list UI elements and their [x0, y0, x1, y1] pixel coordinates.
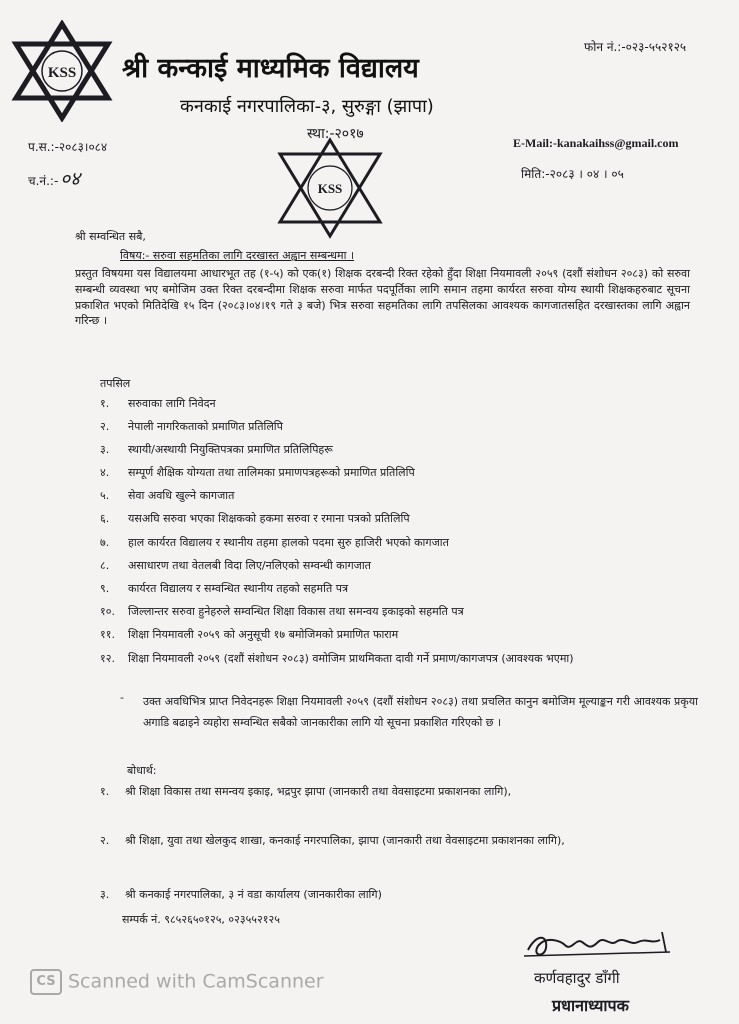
- phone-number: फोन नं.:-०२३-५५२१२५: [584, 40, 687, 54]
- dispatch-label: च.नं.:-: [28, 174, 59, 188]
- camscanner-watermark: [30, 969, 324, 995]
- camscanner-icon: CS: [30, 969, 62, 995]
- cc-item: २. श्री शिक्षा, युवा तथा खेलकुद शाखा, कनकाई नगरपालिका, झापा (जानकारी तथा वेवसाइटमा प्रकाशनका लागि),: [100, 834, 565, 847]
- dispatch-number: [28, 165, 80, 191]
- tapsil-heading: तपसिल: [100, 377, 131, 390]
- bodharth-heading: बोधार्थ:: [127, 764, 157, 777]
- closing-note: उक्त अवधिभित्र प्राप्त निवेदनहरू शिक्षा नियमावली २०५९ (दशौं संशोधन २०८३) तथा प्रचलित कानुन बमोजिम मूल्याङ्कन गरी आवश्यक प्रकृया अगाडि बढाइने व्यहोरा सम्वन्धित सबैको जानकारीका लागि यो सूचना प्रकाशित गरिएको छ ।: [143, 695, 698, 729]
- signatory-name: कर्णवहादुर डाँगी: [534, 969, 620, 987]
- school-stamp: [270, 136, 390, 240]
- list-item: १२. शिक्षा नियमावली २०५९ (दशौं संशोधन २०८३) वमोजिम प्राथमिकता दावी गर्ने प्रमाण/कागजपत्र (आवश्यक भएमा): [100, 652, 574, 666]
- subject-line: [120, 248, 354, 263]
- school-address: कनकाई नगरपालिका-३, सुरुङ्गा (झापा): [180, 96, 434, 117]
- cc-item: १. श्री शिक्षा विकास तथा समन्वय इकाइ, भद्रपुर झापा (जानकारी तथा वेवसाइटमा प्रकाशनका लागि),: [100, 785, 512, 798]
- signatory-title: प्रधानाध्यापक: [552, 996, 629, 1015]
- list-item: ३. स्थायी/अस्थायी नियुक्तिपत्रका प्रमाणित प्रतिलिपिहरू: [100, 443, 333, 457]
- cc-item: ३. श्री कनकाई नगरपालिका, ३ नं वडा कार्यालय (जानकारीका लागि): [100, 888, 382, 901]
- dispatch-value: ०४: [60, 168, 81, 190]
- watermark-text: Scanned with CamScanner: [68, 970, 324, 993]
- list-item: ६. यसअघि सरुवा भएका शिक्षकको हकमा सरुवा र रमाना पत्रको प्रतिलिपि: [100, 512, 410, 526]
- body-paragraph: प्रस्तुत विषयमा यस विद्यालयमा आधारभूत तह (१-५) को एक(१) शिक्षक दरबन्दी रिक्त रहेको हुँदा शिक्षा नियमावली २०५९ (दशौं संशोधन २०८३) को सरुवा सम्बन्धी व्यवस्था भए बमोजिम उक्त रिक्त दरबन्दीमा शिक्षक सरुवा मार्फत पदपूर्तिका लागि समान तहमा कार्यरत सरुवा योग्य स्थायी शिक्षकहरुबाट सूचना प्रकाशित भएको मितिदेखि १५ दिन (२०८३।०४।१९ गते ३ बजे) भित्र सरुवा सहमतिका लागि तपसिलका आवश्यक कागजातसहित दरखास्तका लागि अह्वान गरिन्छ ।: [75, 267, 690, 328]
- school-logo: [8, 20, 116, 122]
- email-address: E-Mail:-kanakaihss@gmail.com: [513, 136, 679, 150]
- list-item: ८. असाधारण तथा वेतलबी विदा लिए/नलिएको सम्वन्धी कागजात: [100, 558, 371, 572]
- note-dash: -: [120, 691, 124, 704]
- list-item: ४. सम्पूर्ण शैक्षिक योग्यता तथा तालिमका प्रमाणपत्रहरूको प्रमाणित प्रतिलिपि: [100, 466, 415, 480]
- letter-date: मिति:-२०८३ । ०४ । ०५: [521, 167, 624, 181]
- school-name: श्री कन्काई माध्यमिक विद्यालय: [122, 53, 419, 84]
- reference-number: प.स.:-२०८३।०८४: [28, 140, 108, 154]
- list-item: ९. कार्यरत विद्यालय र सम्वन्धित स्थानीय तहको सहमति पत्र: [100, 581, 349, 595]
- stamp-text: KSS: [317, 181, 343, 196]
- logo-text: KSS: [47, 65, 77, 81]
- established-year: स्था:-२०१७: [307, 126, 364, 142]
- handwritten-signature: [520, 920, 680, 968]
- subject-text: विषय:- सरुवा सहमतिका लागि दरखास्त अह्वान सम्बन्धमा ।: [120, 249, 355, 262]
- document-list: [100, 396, 700, 673]
- salutation: श्री सम्वन्धित सबै,: [75, 230, 146, 243]
- list-item: ५. सेवा अवधि खुल्ने कागजात: [100, 489, 235, 503]
- list-item: १०. जिल्लान्तर सरुवा हुनेहरुले सम्वन्धित शिक्षा विकास तथा समन्वय इकाइको सहमति पत्र: [100, 604, 464, 618]
- contact-number: सम्पर्क नं. ९८५२६५०१२५, ०२३५५२१२५: [122, 913, 280, 926]
- list-item: १. सरुवाका लागि निवेदन: [100, 397, 216, 410]
- list-item: २. नेपाली नागरिकताको प्रमाणित प्रतिलिपि: [100, 420, 283, 434]
- list-item: ११. शिक्षा नियमावली २०५९ को अनुसूची १७ बमोजिमको प्रमाणित फाराम: [100, 627, 399, 641]
- list-item: ७. हाल कार्यरत विद्यालय र स्थानीय तहमा हालको पदमा सुरु हाजिरी भएको कागजात: [100, 535, 449, 549]
